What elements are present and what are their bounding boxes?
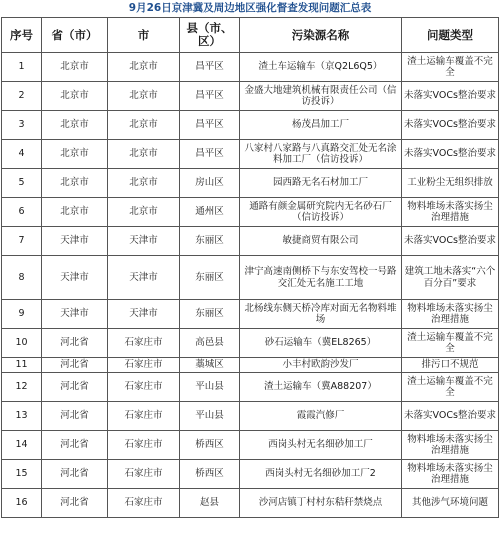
cell-city: 北京市 (108, 140, 180, 169)
cell-pollution-source: 金盛大地建筑机械有限责任公司（信访投诉） (240, 82, 402, 111)
problem-summary-table (1, 17, 499, 518)
cell-pollution-source: 敏捷商贸有限公司 (240, 227, 402, 256)
cell-pollution-source: 沙河店镇丁村村东秸秆禁烧点 (240, 489, 402, 518)
cell-pollution-source: 园西路无名石材加工厂 (240, 169, 402, 198)
cell-index: 3 (2, 111, 42, 140)
cell-problem-type: 其他涉气环境问题 (402, 489, 499, 518)
cell-pollution-source: 通路有颜金属研究院内无名砂石厂（信访投诉） (240, 198, 402, 227)
cell-pollution-source: 渣土车运输车（京Q2L6Q5） (240, 53, 402, 82)
cell-county: 桥西区 (180, 431, 240, 460)
cell-index: 2 (2, 82, 42, 111)
cell-city: 北京市 (108, 198, 180, 227)
cell-pollution-source: 西岗头村无名细砂加工厂 (240, 431, 402, 460)
cell-province: 河北省 (42, 489, 108, 518)
header-pollution-source: 污染源名称 (240, 18, 402, 53)
cell-province: 河北省 (42, 329, 108, 358)
cell-county: 藁城区 (180, 358, 240, 373)
table-row (2, 460, 499, 489)
cell-pollution-source: 津宁高速南侧桥下与东安驾校一号路交汇处无名施工工地 (240, 256, 402, 300)
cell-county: 平山县 (180, 373, 240, 402)
table-row (2, 53, 499, 82)
cell-province: 河北省 (42, 373, 108, 402)
cell-city: 天津市 (108, 300, 180, 329)
cell-city: 石家庄市 (108, 373, 180, 402)
cell-problem-type: 未落实VOCs整治要求 (402, 140, 499, 169)
cell-city: 石家庄市 (108, 460, 180, 489)
cell-index: 10 (2, 329, 42, 358)
table-row (2, 111, 499, 140)
cell-pollution-source: 砂石运输车（冀EL8265） (240, 329, 402, 358)
cell-pollution-source: 霞霞汽修厂 (240, 402, 402, 431)
cell-county: 桥西区 (180, 460, 240, 489)
cell-problem-type: 建筑工地未落实“六个百分百”要求 (402, 256, 499, 300)
table-row (2, 358, 499, 373)
header-province: 省（市） (42, 18, 108, 53)
cell-city: 北京市 (108, 111, 180, 140)
cell-index: 16 (2, 489, 42, 518)
cell-problem-type: 渣土运输车覆盖不完全 (402, 53, 499, 82)
cell-index: 9 (2, 300, 42, 329)
table-row (2, 329, 499, 358)
cell-problem-type: 物料堆场未落实扬尘治理措施 (402, 198, 499, 227)
table-row (2, 169, 499, 198)
cell-index: 5 (2, 169, 42, 198)
cell-problem-type: 排污口不规范 (402, 358, 499, 373)
cell-problem-type: 物料堆场未落实扬尘治理措施 (402, 300, 499, 329)
cell-county: 高邑县 (180, 329, 240, 358)
cell-province: 北京市 (42, 169, 108, 198)
table-row (2, 402, 499, 431)
cell-county: 昌平区 (180, 140, 240, 169)
table-body (2, 53, 499, 518)
cell-county: 平山县 (180, 402, 240, 431)
cell-problem-type: 物料堆场未落实扬尘治理措施 (402, 460, 499, 489)
cell-province: 北京市 (42, 82, 108, 111)
cell-problem-type: 渣土运输车覆盖不完全 (402, 329, 499, 358)
cell-province: 北京市 (42, 140, 108, 169)
cell-city: 天津市 (108, 256, 180, 300)
cell-county: 昌平区 (180, 53, 240, 82)
cell-problem-type: 未落实VOCs整治要求 (402, 111, 499, 140)
cell-province: 天津市 (42, 300, 108, 329)
cell-county: 昌平区 (180, 111, 240, 140)
cell-index: 14 (2, 431, 42, 460)
cell-index: 12 (2, 373, 42, 402)
cell-county: 东丽区 (180, 300, 240, 329)
cell-province: 河北省 (42, 460, 108, 489)
cell-city: 石家庄市 (108, 431, 180, 460)
table-row (2, 140, 499, 169)
table-row (2, 300, 499, 329)
cell-province: 河北省 (42, 431, 108, 460)
cell-index: 11 (2, 358, 42, 373)
cell-problem-type: 渣土运输车覆盖不完全 (402, 373, 499, 402)
cell-pollution-source: 渣土运输车（冀A88207） (240, 373, 402, 402)
cell-index: 1 (2, 53, 42, 82)
cell-pollution-source: 杨茂昌加工厂 (240, 111, 402, 140)
cell-pollution-source: 小丰村欧韵沙发厂 (240, 358, 402, 373)
header-county: 县（市、区） (180, 18, 240, 53)
table-row (2, 82, 499, 111)
cell-index: 13 (2, 402, 42, 431)
cell-pollution-source: 八家村八家路与八真路交汇处无名涂料加工厂（信访投诉） (240, 140, 402, 169)
cell-index: 15 (2, 460, 42, 489)
cell-province: 北京市 (42, 111, 108, 140)
table-row (2, 227, 499, 256)
header-index: 序号 (2, 18, 42, 53)
cell-problem-type: 工业粉尘无组织排放 (402, 169, 499, 198)
cell-province: 天津市 (42, 256, 108, 300)
cell-index: 7 (2, 227, 42, 256)
cell-city: 石家庄市 (108, 329, 180, 358)
cell-city: 石家庄市 (108, 402, 180, 431)
cell-province: 北京市 (42, 198, 108, 227)
cell-province: 天津市 (42, 227, 108, 256)
cell-city: 北京市 (108, 53, 180, 82)
cell-county: 东丽区 (180, 227, 240, 256)
cell-city: 石家庄市 (108, 489, 180, 518)
cell-county: 房山区 (180, 169, 240, 198)
cell-province: 河北省 (42, 358, 108, 373)
cell-problem-type: 未落实VOCs整治要求 (402, 227, 499, 256)
cell-index: 6 (2, 198, 42, 227)
table-row (2, 373, 499, 402)
cell-province: 河北省 (42, 402, 108, 431)
cell-city: 天津市 (108, 227, 180, 256)
cell-problem-type: 物料堆场未落实扬尘治理措施 (402, 431, 499, 460)
cell-county: 赵县 (180, 489, 240, 518)
header-problem-type: 问题类型 (402, 18, 499, 53)
header-city: 市 (108, 18, 180, 53)
table-row (2, 489, 499, 518)
cell-province: 北京市 (42, 53, 108, 82)
document-title: 9月26日京津冀及周边地区强化督查发现问题汇总表 (128, 2, 372, 14)
cell-index: 4 (2, 140, 42, 169)
table-header-row (2, 18, 499, 53)
cell-county: 昌平区 (180, 82, 240, 111)
cell-county: 通州区 (180, 198, 240, 227)
cell-county: 东丽区 (180, 256, 240, 300)
cell-problem-type: 未落实VOCs整治要求 (402, 402, 499, 431)
cell-index: 8 (2, 256, 42, 300)
cell-city: 北京市 (108, 82, 180, 111)
cell-city: 北京市 (108, 169, 180, 198)
cell-problem-type: 未落实VOCs整治要求 (402, 82, 499, 111)
table-row (2, 256, 499, 300)
cell-city: 石家庄市 (108, 358, 180, 373)
cell-pollution-source: 西岗头村无名细砂加工厂2 (240, 460, 402, 489)
table-row (2, 198, 499, 227)
cell-pollution-source: 北杨线东侧天桥冷库对面无名物料堆场 (240, 300, 402, 329)
table-row (2, 431, 499, 460)
